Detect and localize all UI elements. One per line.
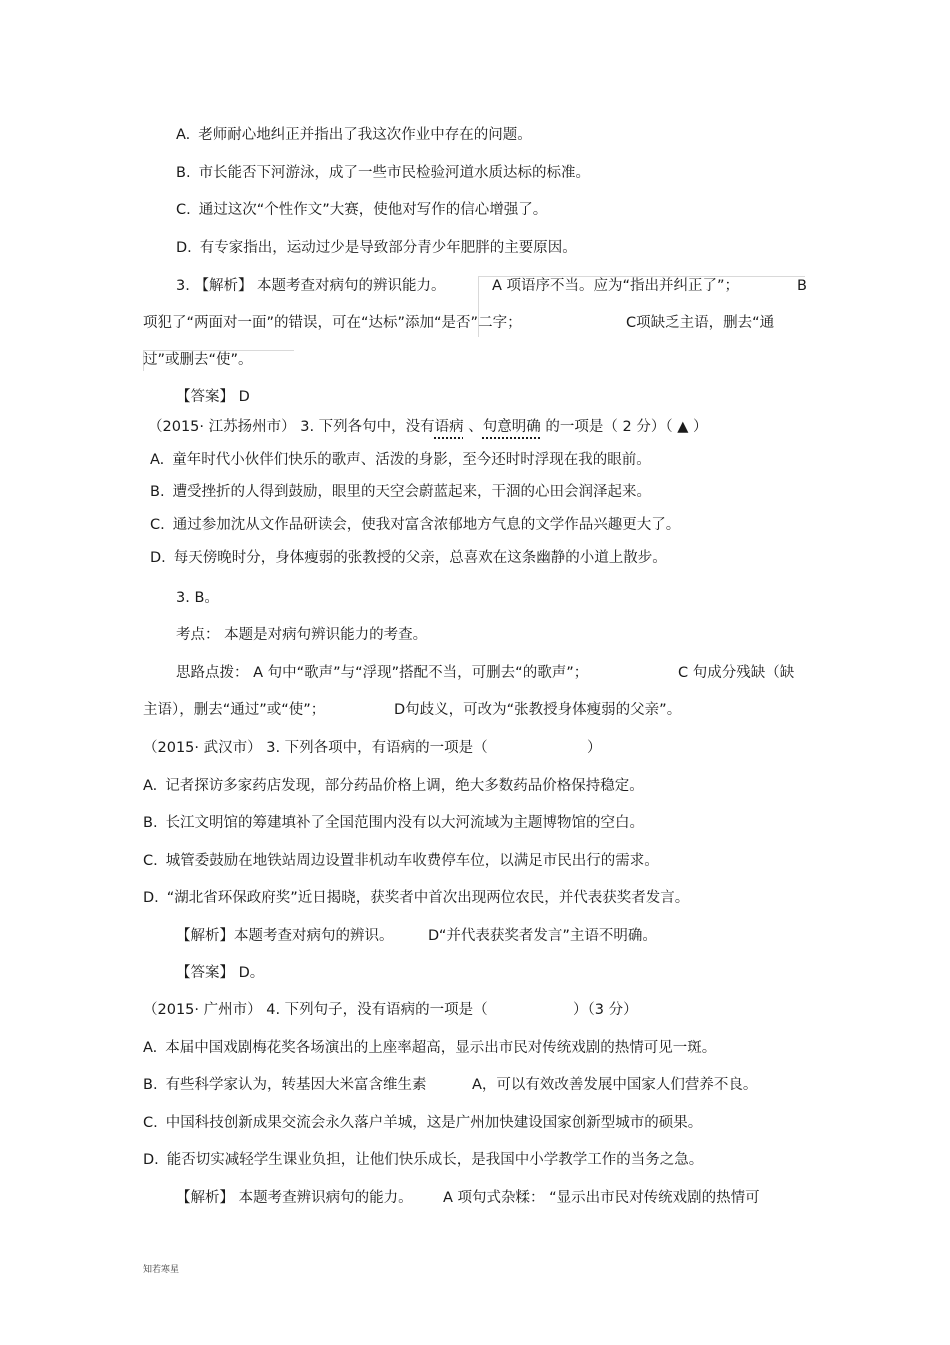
option-text: 长江文明馆的筹建填补了全国范围内没有以大河流域为主题博物馆的空白。 xyxy=(165,815,645,831)
question-tail: 的一项是（ 2 分）（ ▲ ） xyxy=(540,419,708,435)
option-text: 童年时代小伙伴们快乐的歌声、活泼的身影，至今还时时浮现在我的眼前。 xyxy=(172,452,651,468)
option-text: 中国科技创新成果交流会永久落户羊城，这是广州加快建设国家创新型城市的硕果。 xyxy=(165,1115,703,1131)
option-label: A. xyxy=(143,778,158,794)
q3-analysis xyxy=(176,926,394,946)
option-text: “湖北省环保政府奖”近日揭晓，获奖者中首次出现两位农民，并代表获奖者发言。 xyxy=(166,890,690,906)
option-text: 有专家指出，运动过少是导致部分青少年肥胖的主要原因。 xyxy=(199,240,577,256)
emphasis-term: 句意明确 xyxy=(482,419,541,435)
q4-option-c xyxy=(143,1113,702,1133)
silu-text: 思路点拨： A 句中“歌声”与“浮现”搭配不当，可删去“的歌声”； xyxy=(176,665,589,681)
silu-text: D句歧义，可改为“张教授身体瘦弱的父亲”。 xyxy=(394,702,682,718)
option-text: 通过参加沈从文作品研读会，使我对富含浓郁地方气息的文学作品兴趣更大了。 xyxy=(172,517,681,533)
q1-option-d xyxy=(176,238,577,258)
q2-option-b xyxy=(150,482,651,502)
emphasis-term: 语病 xyxy=(434,419,464,435)
answer-text: 【答案】 D xyxy=(176,389,250,405)
option-text: 有些科学家认为，转基因大米富含维生素 xyxy=(165,1077,427,1093)
option-label: A. xyxy=(150,452,165,468)
silu-text: C 句成分残缺（缺 xyxy=(678,665,795,681)
option-text: 通过这次“个性作文”大赛，使他对写作的信心增强了。 xyxy=(198,202,548,218)
option-text: 老师耐心地纠正并指出了我这次作业中存在的问题。 xyxy=(198,127,532,143)
q4-analysis-part2 xyxy=(443,1188,760,1208)
option-label: D. xyxy=(176,240,192,256)
q3-header xyxy=(143,738,488,758)
analysis-point: D“并代表获奖者发言”主语不明确。 xyxy=(428,928,657,944)
q1-option-a xyxy=(176,125,532,145)
option-text: 每天傍晚时分，身体瘦弱的张教授的父亲，总喜欢在这条幽静的小道上散步。 xyxy=(173,550,667,566)
answer-text: 【答案】 D。 xyxy=(176,965,265,981)
question-blank-close: ） xyxy=(587,740,602,756)
question-source: （2015· 武汉市） 3. 下列各项中，有语病的一项是（ xyxy=(143,740,488,756)
option-text: 本届中国戏剧梅花奖各场演出的上座率超高，显示出市民对传统戏剧的热情可见一斑。 xyxy=(165,1040,717,1056)
q4-option-d xyxy=(143,1150,703,1170)
q1-analysis-line2-part2 xyxy=(626,313,774,333)
q4-analysis xyxy=(176,1188,413,1208)
q2-silu-line1-part2 xyxy=(678,663,794,683)
question-tail: ）（3 分） xyxy=(573,1002,638,1018)
footer-note: 知若寒星 xyxy=(143,1265,180,1275)
q3-option-c xyxy=(143,851,659,871)
option-label: B. xyxy=(143,815,158,831)
q2-answer xyxy=(176,588,219,608)
q3-header-close xyxy=(587,738,602,758)
answer-text: 3. B。 xyxy=(176,590,219,606)
option-text: 市长能否下河游泳，成了一些市民检验河道水质达标的标准。 xyxy=(198,165,591,181)
option-text: 记者探访多家药店发现，部分药品价格上调，绝大多数药品价格保持稳定。 xyxy=(165,778,644,794)
q1-analysis-line1-part2 xyxy=(492,276,739,296)
option-label: C. xyxy=(176,202,191,218)
q1-option-c xyxy=(176,200,547,220)
question-source: （2015· 江苏扬州市） 3. 下列各句中，没有 xyxy=(148,419,435,435)
q4-header xyxy=(143,1000,488,1020)
option-label: D. xyxy=(150,550,166,566)
option-label: A. xyxy=(176,127,191,143)
option-text: 能否切实减轻学生课业负担，让他们快乐成长，是我国中小学教学工作的当务之急。 xyxy=(166,1152,704,1168)
analysis-point-c-end: 过”或删去“使”。 xyxy=(143,352,253,368)
separator: 、 xyxy=(463,419,483,435)
analysis-intro: 【解析】 本题考查辨识病句的能力。 xyxy=(176,1190,413,1206)
option-label: C. xyxy=(150,517,165,533)
q3-option-d xyxy=(143,888,689,908)
q3-option-b xyxy=(143,813,644,833)
q1-analysis-line1-part3 xyxy=(797,276,807,296)
q2-silu-line1 xyxy=(176,663,588,683)
analysis-intro: 【解析】本题考查对病句的辨识。 xyxy=(176,928,394,944)
analysis-point-b-start: B xyxy=(797,278,807,294)
option-label: C. xyxy=(143,853,158,869)
analysis-point-a: A 项语序不当。应为“指出并纠正了”； xyxy=(492,278,740,294)
q3-option-a xyxy=(143,776,644,796)
option-label: A. xyxy=(143,1040,158,1056)
q1-analysis-line3 xyxy=(143,350,253,370)
kaodian-text: 考点： 本题是对病句辨识能力的考查。 xyxy=(176,627,428,643)
q2-option-a xyxy=(150,450,651,470)
option-label: D. xyxy=(143,890,159,906)
option-text: 城管委鼓励在地铁站周边设置非机动车收费停车位，以满足市民出行的需求。 xyxy=(165,853,659,869)
q4-header-close xyxy=(573,1000,638,1020)
analysis-point-c: C项缺乏主语，删去“通 xyxy=(626,315,775,331)
option-label: B. xyxy=(176,165,191,181)
analysis-point: A 项句式杂糅： “显示出市民对传统戏剧的热情可 xyxy=(443,1190,760,1206)
silu-text: 主语），删去“通过”或“使”； xyxy=(143,702,326,718)
q2-option-d xyxy=(150,548,667,568)
q1-analysis-line1 xyxy=(176,276,446,296)
analysis-intro: 3. 【解析】 本题考查对病句的辨识能力。 xyxy=(176,278,446,294)
q2-option-c xyxy=(150,515,680,535)
q1-answer xyxy=(176,387,250,407)
q1-option-b xyxy=(176,163,590,183)
q2-silu-line2 xyxy=(143,700,325,720)
q4-option-b-part2 xyxy=(472,1075,757,1095)
q4-option-b xyxy=(143,1075,427,1095)
option-text: 遭受挫折的人得到鼓励，眼里的天空会蔚蓝起来，干涸的心田会润泽起来。 xyxy=(172,484,652,500)
option-text: A，可以有效改善发展中国家人们营养不良。 xyxy=(472,1077,758,1093)
q4-option-a xyxy=(143,1038,716,1058)
q3-analysis-part2 xyxy=(428,926,657,946)
analysis-point-b: 项犯了“两面对一面”的错误，可在“达标”添加“是否”二字； xyxy=(143,315,522,331)
q3-answer xyxy=(176,963,264,983)
option-label: D. xyxy=(143,1152,159,1168)
option-label: B. xyxy=(150,484,165,500)
q2-silu-line2-part2 xyxy=(394,700,681,720)
q2-kaodian xyxy=(176,625,427,645)
option-label: C. xyxy=(143,1115,158,1131)
q1-analysis-line2 xyxy=(143,313,522,333)
option-label: B. xyxy=(143,1077,158,1093)
q2-header xyxy=(148,417,707,437)
question-source: （2015· 广州市） 4. 下列句子，没有语病的一项是（ xyxy=(143,1002,488,1018)
